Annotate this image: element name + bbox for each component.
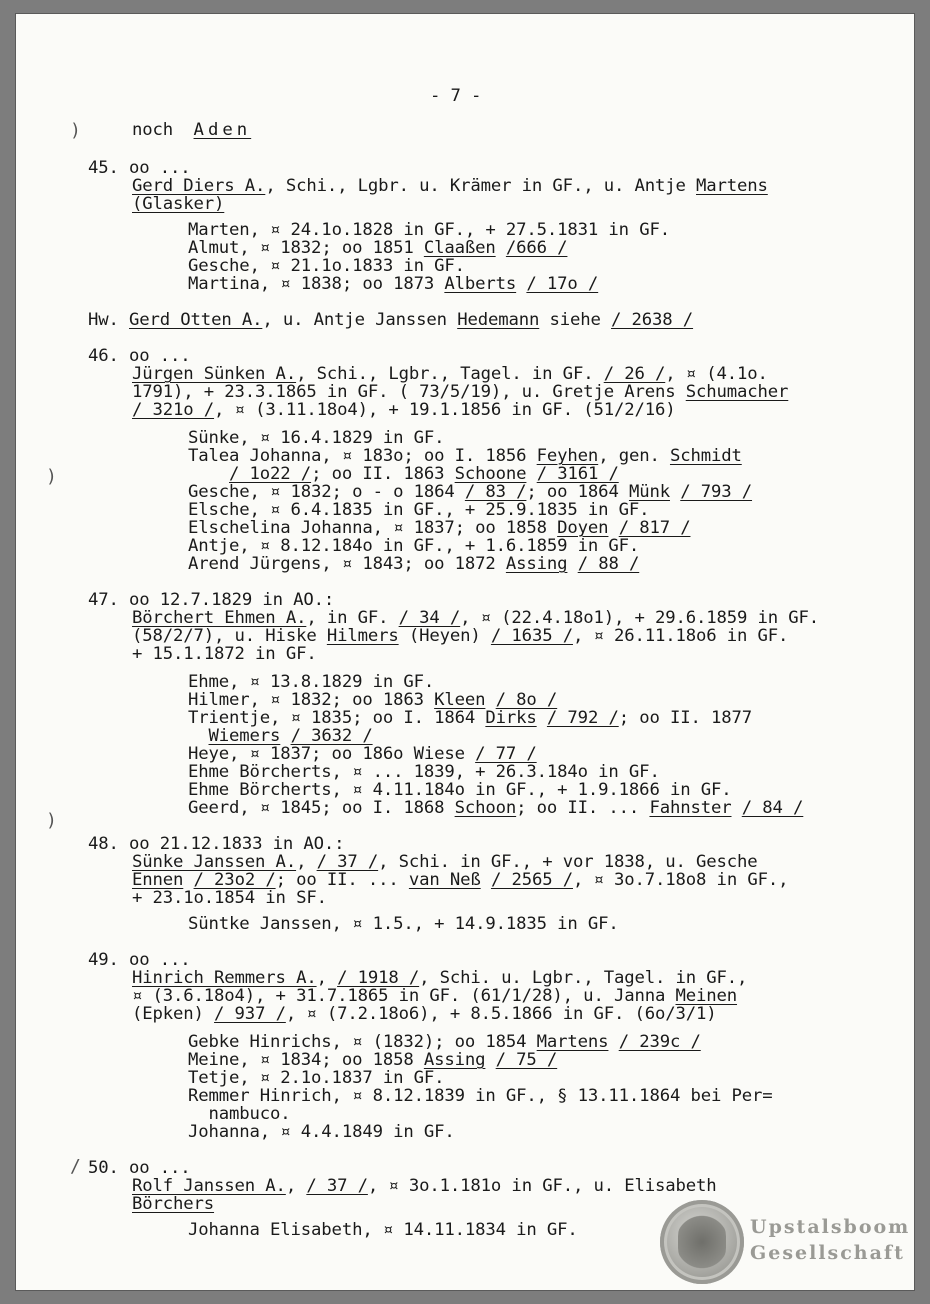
margin-mark: ) <box>46 466 57 487</box>
child-line: Meine, ¤ 1834; oo 1858 Assing / 75 / <box>188 1050 558 1070</box>
child-line: Arend Jürgens, ¤ 1843; oo 1872 Assing / 88 / <box>188 554 640 574</box>
spouse-line: Sünke Janssen A., / 37 /, Schi. in GF., + vor 1838, u. Gesche <box>132 852 758 872</box>
entry-number: 48. <box>88 834 119 854</box>
society-seal-logo <box>660 1200 744 1284</box>
child-line: Elsche, ¤ 6.4.1835 in GF., + 25.9.1835 in GF. <box>188 500 650 520</box>
child-line: Wiemers / 3632 / <box>208 726 373 746</box>
child-line: Talea Johanna, ¤ 183o; oo I. 1856 Feyhen, gen. Schmidt <box>188 446 742 466</box>
entry-number: 45. <box>88 158 119 178</box>
child-line: Antje, ¤ 8.12.184o in GF., + 1.6.1859 in GF. <box>188 536 640 556</box>
child-line: Elschelina Johanna, ¤ 1837; oo 1858 Doyen / 817 / <box>188 518 691 538</box>
document-page: - 7 - ) noch Aden 45. oo ... Gerd Diers A., Schi., Lgbr. u. Krämer in GF., u. Antje Martens (Glasker) Marten, ¤ 24.1o.1828 in GF., + 27.5.1831 in GF. Almut, ¤ 1832; oo 1851 Claaßen /666 / Gesche, ¤ 21.1o.1833 in GF. Martina, ¤ 1838; oo 1873 Alberts / 17o / Hw. Gerd Otten A., u. Antje Janssen Hedemann siehe / 2638 / 46. oo ... Jürgen Sünken A., Schi., Lgbr., Tagel. in GF. / 26 /, ¤ (4.1o. 1791), + 23.3.1865 in GF. ( 73/5/19), u. Gretje Arens Schumacher / 321o /, ¤ (3.11.18o4), + 19.1.1856 in GF. (51/2/16) Sünke, ¤ 16.4.1829 in GF. Talea Johanna, ¤ 183o; oo I. 1856 Feyhen, gen. Schmidt ) / 1o22 /; oo II. 1863 Schoone / 3161 / Gesche, ¤ 1832; o - o 1864 / 83 /; oo 1864 Münk / 793 / Elsche, ¤ 6.4.1835 in GF., + 25.9.1835 in GF. Elschelina Johanna, ¤ 1837; oo 1858 Doyen / 817 / Antje, ¤ 8.12.184o in GF., + 1.6.1859 in GF. Arend Jürgens, ¤ 1843; oo 1872 Assing / 88 / 47. oo 12.7.1829 in AO.: Börchert Ehmen A., in GF. / 34 /, ¤ (22.4.18o1), + 29.6.1859 in GF. (58/2/7), u. Hiske Hilmers (Heyen) / 1635 /, ¤ 26.11.18o6 in GF. + 15.1.1872 in GF. Ehme, ¤ 13.8.1829 in GF. Hilmer, ¤ 1832; oo 1863 Kleen / 8o / Trientje, ¤ 1835; oo I. 1864 Dirks / 792 /; oo II. 1877 Wiemers / 3632 / Heye, ¤ 1837; oo 186o Wiese / 77 / Ehme Börcherts, ¤ ... 1839, + 26.3.184o in GF. Ehme Börcherts, ¤ 4.11.184o in GF., + 1.9.1866 in GF. ) Geerd, ¤ 1845; oo I. 1868 Schoon; oo II. ... Fahnster / 84 / 48. oo 21.12.1833 in AO.: Sünke Janssen A., / 37 /, Schi. in GF., + vor 1838, u. Gesche Ennen / 23o2 /; oo II. ... van Neß / 2565 /, ¤ 3o.7.18o8 in GF., + 23.1o.1854 in SF. Süntke Janssen, ¤ 1.5., + 14.9.1835 in GF. 49. oo ... Hinrich Remmers A., / 1918 /, Schi. u. Lgbr., Tagel. in GF., ¤ (3.6.18o4), + 31.7.1865 in GF. (61/1/28), u. Janna Meinen (Epken) / 937 /, ¤ (7.2.18o6), + 8.5.1866 in GF. (6o/3/1) Gebke Hinrichs, ¤ (1832); oo 1854 Martens / 239c / Meine, ¤ 1834; oo 1858 Assing / 75 / Tetje, ¤ 2.1o.1837 in GF. Remmer Hinrich, ¤ 8.12.1839 in GF., § 13.11.1864 bei Per= nambuco. Johanna, ¤ 4.4.1849 in GF. / 50. oo ... Rolf Janssen A., / 37 /, ¤ 3o.1.181o in GF., u. Elisabeth Börchers Johanna Elisabeth, ¤ 14.11.1834 in GF. Upstalsboom Gesellschaft <box>16 14 914 1290</box>
page-number: - 7 - <box>430 86 482 106</box>
wife-surname: Martens <box>696 176 768 196</box>
entry-number: 50. <box>88 1158 119 1178</box>
watermark-line-1: Upstalsboom <box>750 1216 911 1238</box>
spouse-line: Jürgen Sünken A., Schi., Lgbr., Tagel. in GF. / 26 /, ¤ (4.1o. <box>132 364 768 384</box>
heading-family-name: Aden <box>193 120 252 140</box>
spouse-line: Gerd Diers A., Schi., Lgbr. u. Krämer in GF., u. Antje Martens <box>132 176 768 196</box>
entry-number: 47. <box>88 590 119 610</box>
child-line: Remmer Hinrich, ¤ 8.12.1839 in GF., § 13.11.1864 bei Per= <box>188 1086 773 1106</box>
entry-45-header <box>88 158 191 178</box>
entry-number: 49. <box>88 950 119 970</box>
child-line: Tetje, ¤ 2.1o.1837 in GF. <box>188 1068 445 1088</box>
section-heading <box>132 120 251 140</box>
child-line: Martina, ¤ 1838; oo 1873 Alberts / 17o / <box>188 274 599 294</box>
child-line: Ehme, ¤ 13.8.1829 in GF. <box>188 672 435 692</box>
husband-name: Gerd Diers A. <box>132 176 266 196</box>
child-line: Almut, ¤ 1832; oo 1851 Claaßen /666 / <box>188 238 568 258</box>
margin-mark: ) <box>70 120 81 141</box>
spouse-line: Rolf Janssen A., / 37 /, ¤ 3o.1.181o in GF., u. Elisabeth <box>132 1176 717 1196</box>
marriage-note: oo ... <box>129 158 191 178</box>
child-line: Sünke, ¤ 16.4.1829 in GF. <box>188 428 445 448</box>
child-line: Marten, ¤ 24.1o.1828 in GF., + 27.5.1831 in GF. <box>188 220 670 240</box>
child-line: Süntke Janssen, ¤ 1.5., + 14.9.1835 in GF. <box>188 914 619 934</box>
margin-mark: / <box>70 1156 81 1177</box>
child-line: Gesche, ¤ 1832; o - o 1864 / 83 /; oo 1864 Münk / 793 / <box>188 482 753 502</box>
entry-hw: Hw. Gerd Otten A., u. Antje Janssen Hedemann siehe / 2638 / <box>88 310 694 330</box>
child-line: Ehme Börcherts, ¤ 4.11.184o in GF., + 1.9.1866 in GF. <box>188 780 732 800</box>
spouse-line: Börchert Ehmen A., in GF. / 34 /, ¤ (22.4.18o1), + 29.6.1859 in GF. <box>132 608 820 628</box>
child-line: Hilmer, ¤ 1832; oo 1863 Kleen / 8o / <box>188 690 558 710</box>
child-line: Gesche, ¤ 21.1o.1833 in GF. <box>188 256 465 276</box>
child-line: Johanna, ¤ 4.4.1849 in GF. <box>188 1122 455 1142</box>
watermark-line-2: Gesellschaft <box>750 1242 905 1264</box>
child-line: Heye, ¤ 1837; oo 186o Wiese / 77 / <box>188 744 537 764</box>
entry-number: 46. <box>88 346 119 366</box>
entry-number: Hw. <box>88 310 119 330</box>
child-line: nambuco. <box>188 1104 291 1124</box>
heading-prefix: noch <box>132 120 174 140</box>
spouse-line-2: (Glasker) <box>132 194 225 214</box>
child-line: Gebke Hinrichs, ¤ (1832); oo 1854 Martens / 239c / <box>188 1032 701 1052</box>
child-line: Johanna Elisabeth, ¤ 14.11.1834 in GF. <box>188 1220 578 1240</box>
child-line: Trientje, ¤ 1835; oo I. 1864 Dirks / 792 /; oo II. 1877 <box>188 708 753 728</box>
child-line: Geerd, ¤ 1845; oo I. 1868 Schoon; oo II. ... Fahnster / 84 / <box>188 798 804 818</box>
margin-mark: ) <box>46 810 57 831</box>
spouse-line: Hinrich Remmers A., / 1918 /, Schi. u. Lgbr., Tagel. in GF., <box>132 968 748 988</box>
child-line: Ehme Börcherts, ¤ ... 1839, + 26.3.184o in GF. <box>188 762 660 782</box>
child-line: / 1o22 /; oo II. 1863 Schoone / 3161 / <box>229 464 619 484</box>
